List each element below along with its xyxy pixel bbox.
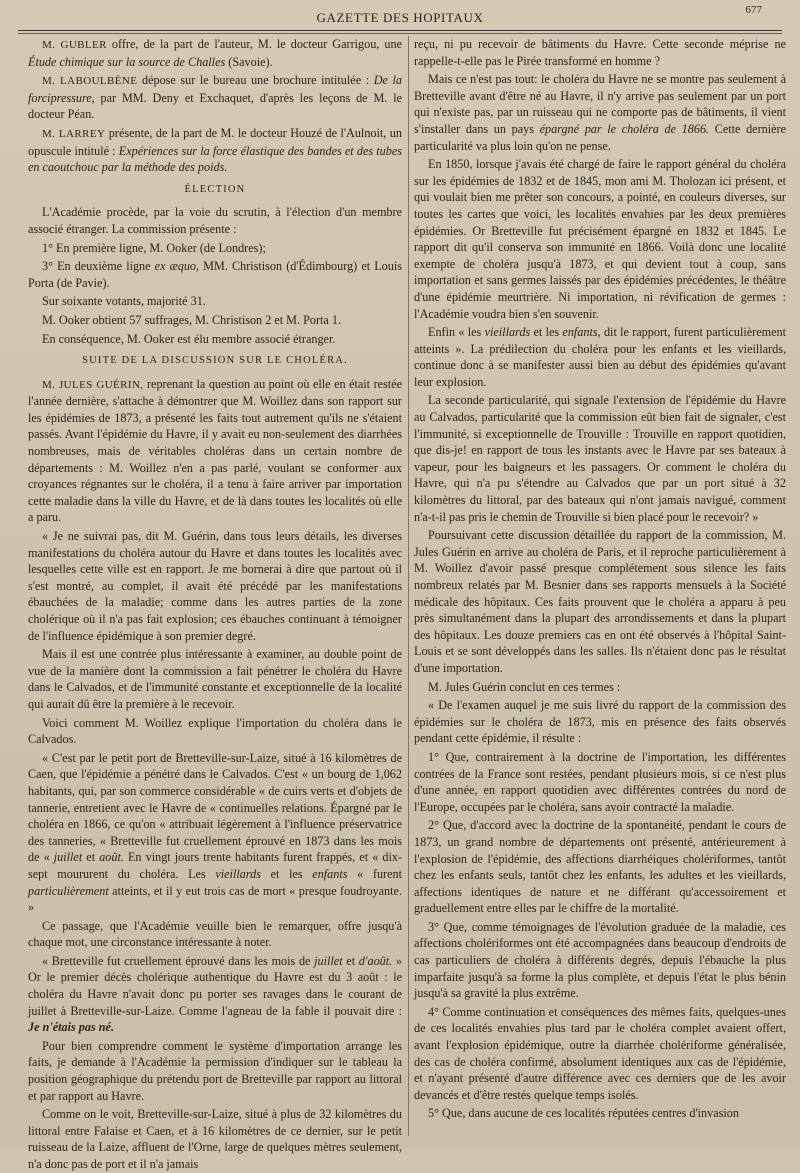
paragraph: Comme on le voit, Bretteville-sur-Laize, situé à plus de 32 kilomètres du littoral entre Falaise et Caen, et à 16 kilomètres de ce dernier, sur le petit ruisseau de la Laize, affluent de l'Orne, large de quelques mètres seulement, n'a donc pas de port et il n'a jamais bbox=[28, 1107, 402, 1171]
conclusion-item: 1° Que, contrairement à la doctrine de l'importation, les différentes contrées de la France sont restées, pendant plusieurs mois, si ce n'est plus d'une année, en rapport quotidien avec différentes contrées du nord de l'Europe, occupées par le choléra, sans avoir contracté la maladie. bbox=[414, 749, 786, 814]
paragraph: M. Ooker obtient 57 suffrages, M. Christison 2 et M. Porta 1. bbox=[42, 312, 342, 327]
paragraph: Mais il est une contrée plus intéressante à examiner, au double point de vue de la manière dont la commission a fait pénétrer le choléra du Havre dans le Calvados, et de l'immunité constante et exceptionnelle de la localité qui aurait dû être la première à le recevoir. bbox=[28, 647, 402, 711]
paragraph-gubler: M. GUBLER offre, de la part de l'auteur, M. le docteur Garrigou, une Étude chimique sur la source de Challes (Savoie). bbox=[28, 37, 402, 69]
section-title-cholera: SUITE DE LA DISCUSSION SUR LE CHOLÉRA. bbox=[82, 355, 348, 367]
conclusion-item: 3° Que, comme témoignages de l'évolution graduée de la maladie, ces affections cholériformes ont été accompagnées dans beaucoup d'endroits de cas particuliers de choléra à différents degrés, depuis l'ébauche la plus imparfaite jusqu'à sa forme la plus complète, et depuis l'état le plus bénin jusqu'à sa gravité la plus extrême. bbox=[414, 919, 786, 1001]
paragraph: « Bretteville fut cruellement éprouvé dans les mois de juillet et d'août. » Or le premier décès cholérique authentique du Havre est du 3 août : le choléra du Havre n'avait donc pu porter ses ravages dans le courant de juillet à Bretteville-sur-Laize. Comme l'agneau de la fable il pouvait dire : Je n'étais pas né. bbox=[28, 953, 403, 1035]
paragraph-guerin: M. JULES GUÉRIN, reprenant la question au point où elle en était restée l'année dernière, s'attache à démontrer que M. Woillez dans son rapport sur les épidémies de 1873, a présenté les faits tout autrement qu'ils ne s'étaient passés. Avant l'épidémie du Havre, il y avait eu non-seulement des diarrhées nombreuses, mais de véritables choléras dans un certain nombre de départements : M. Woillez n'en a pas parlé, voulant se conformer aux croyances régnantes sur le choléra, il a tenu à faire arriver par importation cette maladie dans la ville du Havre, et de là dans toutes les localités où elle a paru. bbox=[28, 376, 403, 525]
speaker-name: M. LABOULBÈNE bbox=[42, 75, 138, 88]
conclusion-item: 4° Comme continuation et conséquences des mêmes faits, quelques-unes de ces localités envahies plus tard par le choléra complet avaient offert, avant l'explosion épidémique, outre la diarrhée cholériforme généralisée, des cas de choléra confirmé, absolument identiques aux cas de l'épidémie, et n'ayant présenté d'autre différence avec ces derniers que de les avoir devancés et d'être restés quelque temps isolés. bbox=[414, 1004, 786, 1102]
paragraph-larrey: M. LARREY présente, de la part de M. le docteur Houzé de l'Aulnoit, un opuscule intitulé : Expériences sur la force élastique des bandes et des tubes en caoutchouc par la méthode des poids. bbox=[28, 125, 402, 175]
speaker-name: M. JULES GUÉRIN, bbox=[42, 378, 144, 391]
speaker-name: M. LARREY bbox=[42, 127, 106, 140]
conclusion-item: 5° Que, dans aucune de ces localités réputées centres d'invasion bbox=[428, 1106, 739, 1121]
paragraph: « De l'examen auquel je me suis livré du rapport de la commission des épidémies sur le choléra de 1873, mis en présence des faits observés pendant cette épidémie, il résulte : bbox=[414, 698, 786, 746]
paragraph: Mais ce n'est pas tout: le choléra du Havre ne se montre pas seulement à Bretteville avant d'être né au Havre, il n'y arrive pas seulement par un port qui n'existe pas, par un ruisseau qui ne comporte pas de bâtiments, il vient s'installer dans un pays épargné par le choléra de 1866. Cette dernière particularité va plus loin qu'on ne pense. bbox=[414, 72, 786, 153]
paragraph: La seconde particularité, qui signale l'extension de l'épidémie du Havre au Calvados, particularité que la commission eût bien fait de signaler, c'est l'immunité, si exceptionnelle de Trouville : Trouville en rapport quotidien, que dis-je! en rapport de tous les instants avec le Havre par ses bateaux à vapeur, pour les baigneurs et les passagers. Or comment le choléra du Havre, qui n'a pu s'étendre au Calvados que par un port situé à 32 kilomètres du littoral, par des bateaux qui n'ont jamais navigué, comment n'a-t-il pas pris le chemin de Trouville si bien placé pour le recevoir? » bbox=[414, 393, 786, 524]
paragraph: reçu, ni pu recevoir de bâtiments du Havre. Cette seconde méprise ne rappelle-t-elle pas le Pirée transformé en homme ? bbox=[414, 37, 786, 68]
paragraph: Pour bien comprendre comment le système d'importation arrange les faits, je demande à l'Académie la permission d'indiquer sur le tableau la position géographique du prétendu port de Bretteville par rapport au littoral et par rapport au Havre. bbox=[28, 1038, 402, 1103]
journal-title: GAZETTE DES HOPITAUX bbox=[316, 10, 484, 25]
header-rule bbox=[18, 33, 782, 34]
paragraph: En 1850, lorsque j'avais été chargé de faire le rapport général du choléra sur les épidémies de 1832 et de 1845, mon ami M. Tholozan ici présent, et qui voulait bien me prêter son concours, a pointé, en couleurs diverses, sur toutes les cartes que voici, les localités envahies par les deux premières épidémies. Or Bretteville fut précisément épargné en 1832 et 1845. Le rapport dit qu'il conserva son immunité en 1866. Voilà donc une localité exempte de choléra jusqu'à 1873, et qui devient tout à coup, sans importation et sans germes laissés par des épidémies précédentes, le théâtre d'une épidémie meurtrière. Ni importation, ni révification de germes : l'Académie voudra bien s'en souvenir. bbox=[414, 157, 786, 321]
paragraph: Poursuivant cette discussion détaillée du rapport de la commission, M. Jules Guérin en arrive au choléra de Paris, et il reproche particulièrement à M. Woillez d'avoir passé presque complétement sous silence les faits nombreux relatés par M. Besnier dans ses rapports mensuels à la Société médicale des hôpitaux. Ces faits prouvent que le choléra a apparu à peu près simultanément dans la plupart des arrondissements et dans la plupart des hôpitaux. Les douze premiers cas en ont été observés à l'hôpital Saint-Louis et se sont développés dans les salles. Ils n'étaient donc pas le résultat d'une importation. bbox=[414, 528, 786, 675]
section-title-election: ÉLECTION bbox=[184, 183, 246, 195]
paragraph: Enfin « les vieillards et les enfants, dit le rapport, furent particulièrement atteints ». La prédilection du choléra pour les enfants et les vieillards, continue donc à se manifester aussi bien au début des épidémies qu'avant leur explosion. bbox=[414, 325, 786, 389]
quoted-paragraph: « C'est par le petit port de Bretteville-sur-Laize, situé à 16 kilomètres de Caen, que l'épidémie a pénétré dans le Calvados. C'est « un bourg de 1,062 habitants, qui, par son commerce considérable « de cuirs verts et d'objets de tannerie, entretient avec le Havre de « continuelles relations. Épargné par le choléra en 1866, ce qu'on « attribuait légèrement à l'influence préservatrice des tanneries, « Bretteville fut cruellement éprouvé en 1873 dans les mois de « juillet et août. En vingt jours trente habitants furent frappés, et « dix-sept moururent du choléra. Les vieillards et les enfants « furent particulièrement atteints, et il y eut trois cas de mort « presque foudroyante. » bbox=[28, 750, 403, 915]
conclusion-item: 2° Que, d'accord avec la doctrine de la spontanéité, pendant le cours de 1873, un grand nombre de départements ont présenté, antérieurement à l'explosion de l'épidémie, des affections diarrhéiques cholériformes, tantôt chez les enfants seuls, tantôt chez les enfants, les adultes et les vieillards, affections identiques de nature et ne différant qu'accessoirement et graduellement entre elles par le chiffre de la mortalité. bbox=[414, 818, 786, 916]
paragraph: Ce passage, que l'Académie veuille bien le remarquer, offre jusqu'à chaque mot, une circonstance intéressante à noter. bbox=[28, 918, 402, 950]
column-divider bbox=[408, 36, 409, 1136]
paragraph: M. Jules Guérin conclut en ces termes : bbox=[428, 679, 621, 694]
paragraph: En conséquence, M. Ooker est élu membre associé étranger. bbox=[42, 331, 336, 346]
paragraph-laboulbene: M. LABOULBÈNE dépose sur le bureau une brochure intitulée : De la forcipressure, par MM. Deny et Exchaquet, d'après les leçons de M. le docteur Péan. bbox=[28, 73, 402, 122]
paragraph: L'Académie procède, par la voie du scrutin, à l'élection d'un membre associé étranger. La commission présente : bbox=[28, 205, 402, 236]
paragraph: 1° En première ligne, M. Ooker (de Londres); bbox=[42, 240, 266, 255]
left-column bbox=[28, 36, 403, 1171]
page-header bbox=[18, 4, 782, 31]
right-column bbox=[414, 36, 786, 1136]
paragraph: « Je ne suivrai pas, dit M. Guérin, dans tous leurs détails, les diverses manifestations du choléra autour du Havre et dans toutes les localités avec lesquelles cette ville est en rapport. Je me bornerai à dire que partout où il s'est montré, au complet, il avait été précédé par les manifestations ébauchées de la maladie; comme dans les autres parties de la zone cholérique où il n'a pas fait explosion; ces ébauches continuant à témoigner de l'influence épidémique à son premier degré. bbox=[28, 529, 402, 643]
speaker-name: M. GUBLER bbox=[42, 39, 107, 51]
paragraph: Voici comment M. Woillez explique l'importation du choléra dans le Calvados. bbox=[28, 715, 402, 747]
paragraph: 3° En deuxième ligne ex æquo, MM. Christison (d'Édimbourg) et Louis Porta (de Pavie). bbox=[28, 259, 402, 290]
page-number: 677 bbox=[745, 4, 762, 16]
paragraph: Sur soixante votants, majorité 31. bbox=[42, 294, 206, 309]
